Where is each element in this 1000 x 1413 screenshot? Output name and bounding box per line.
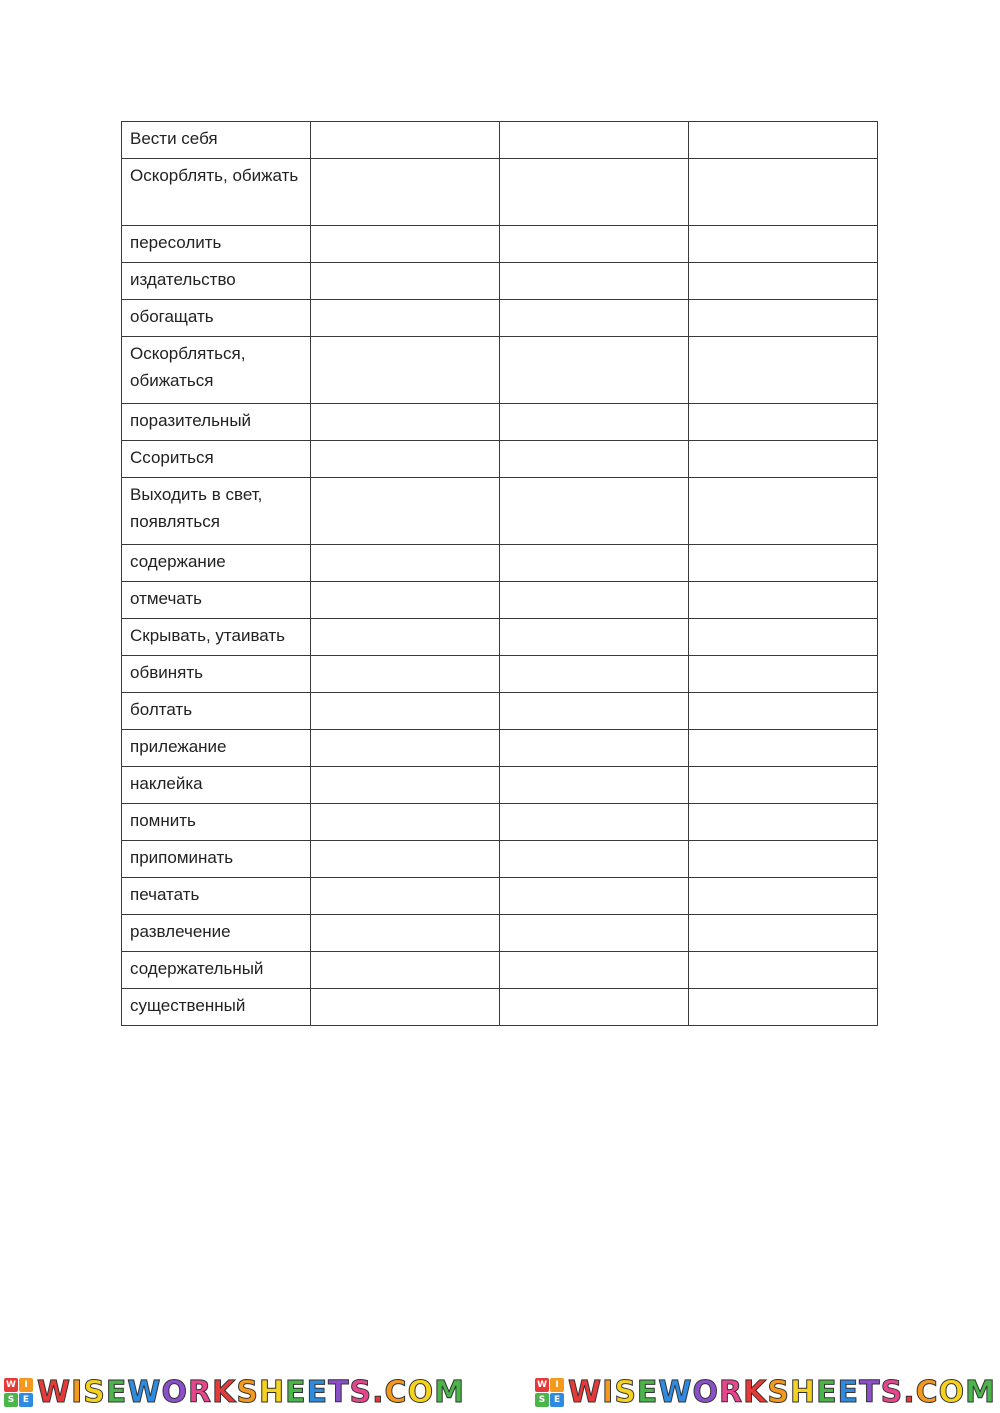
- answer-cell[interactable]: [689, 989, 878, 1026]
- wise-logo-icon: W I S E: [4, 1378, 33, 1407]
- table-row: [122, 441, 878, 478]
- word-cell: поразительный: [122, 404, 311, 441]
- word-cell: Оскорблять, обижать: [122, 159, 311, 226]
- table-row: [122, 767, 878, 804]
- answer-cell[interactable]: [500, 989, 689, 1026]
- word-cell: содержание: [122, 545, 311, 582]
- answer-cell[interactable]: [311, 952, 500, 989]
- answer-cell[interactable]: [689, 159, 878, 226]
- answer-cell[interactable]: [500, 693, 689, 730]
- answer-cell[interactable]: [500, 915, 689, 952]
- answer-cell[interactable]: [500, 619, 689, 656]
- answer-cell[interactable]: [689, 478, 878, 545]
- table-row: [122, 478, 878, 545]
- word-cell: развлечение: [122, 915, 311, 952]
- answer-cell[interactable]: [689, 915, 878, 952]
- answer-cell[interactable]: [500, 300, 689, 337]
- table-row: [122, 545, 878, 582]
- answer-cell[interactable]: [311, 730, 500, 767]
- answer-cell[interactable]: [689, 582, 878, 619]
- answer-cell[interactable]: [500, 952, 689, 989]
- answer-cell[interactable]: [689, 441, 878, 478]
- answer-cell[interactable]: [311, 441, 500, 478]
- word-cell: Скрывать, утаивать: [122, 619, 311, 656]
- answer-cell[interactable]: [689, 122, 878, 159]
- answer-cell[interactable]: [689, 656, 878, 693]
- answer-cell[interactable]: [500, 159, 689, 226]
- answer-cell[interactable]: [311, 478, 500, 545]
- table-row: [122, 952, 878, 989]
- answer-cell[interactable]: [689, 300, 878, 337]
- word-cell: Вести себя: [122, 122, 311, 159]
- table-row: [122, 878, 878, 915]
- word-cell: помнить: [122, 804, 311, 841]
- answer-cell[interactable]: [500, 656, 689, 693]
- answer-cell[interactable]: [311, 619, 500, 656]
- answer-cell[interactable]: [689, 878, 878, 915]
- answer-cell[interactable]: [311, 545, 500, 582]
- answer-cell[interactable]: [311, 300, 500, 337]
- table-row: [122, 656, 878, 693]
- word-cell: Ссориться: [122, 441, 311, 478]
- answer-cell[interactable]: [311, 989, 500, 1026]
- brand-text: WISEWORKSHEETS.COM: [37, 1374, 465, 1410]
- answer-cell[interactable]: [311, 226, 500, 263]
- answer-cell[interactable]: [500, 730, 689, 767]
- word-cell: издательство: [122, 263, 311, 300]
- answer-cell[interactable]: [311, 656, 500, 693]
- table-row: [122, 300, 878, 337]
- answer-cell[interactable]: [689, 693, 878, 730]
- table-row: [122, 582, 878, 619]
- watermark-footer: [0, 1372, 1000, 1413]
- answer-cell[interactable]: [689, 619, 878, 656]
- brand-watermark[interactable]: [535, 1375, 996, 1411]
- answer-cell[interactable]: [689, 767, 878, 804]
- table-row: [122, 841, 878, 878]
- answer-cell[interactable]: [500, 841, 689, 878]
- answer-cell[interactable]: [311, 159, 500, 226]
- word-cell: отмечать: [122, 582, 311, 619]
- word-cell: Выходить в свет, появляться: [122, 478, 311, 545]
- answer-cell[interactable]: [500, 582, 689, 619]
- table-row: [122, 989, 878, 1026]
- word-cell: существенный: [122, 989, 311, 1026]
- answer-cell[interactable]: [500, 122, 689, 159]
- answer-cell[interactable]: [311, 841, 500, 878]
- table-row: [122, 226, 878, 263]
- word-cell: печатать: [122, 878, 311, 915]
- answer-cell[interactable]: [311, 767, 500, 804]
- answer-cell[interactable]: [689, 545, 878, 582]
- answer-cell[interactable]: [311, 804, 500, 841]
- answer-cell[interactable]: [500, 878, 689, 915]
- word-cell: наклейка: [122, 767, 311, 804]
- answer-cell[interactable]: [500, 545, 689, 582]
- answer-cell[interactable]: [311, 915, 500, 952]
- answer-cell[interactable]: [500, 226, 689, 263]
- table-row: [122, 619, 878, 656]
- answer-cell[interactable]: [689, 952, 878, 989]
- answer-cell[interactable]: [311, 122, 500, 159]
- word-cell: болтать: [122, 693, 311, 730]
- vocabulary-table-body: [122, 122, 878, 1026]
- answer-cell[interactable]: [500, 404, 689, 441]
- word-cell: содержательный: [122, 952, 311, 989]
- answer-cell[interactable]: [311, 337, 500, 404]
- word-cell: пересолить: [122, 226, 311, 263]
- answer-cell[interactable]: [500, 478, 689, 545]
- answer-cell[interactable]: [311, 404, 500, 441]
- word-cell: припоминать: [122, 841, 311, 878]
- table-row: [122, 915, 878, 952]
- answer-cell[interactable]: [689, 730, 878, 767]
- table-row: [122, 159, 878, 226]
- answer-cell[interactable]: [500, 804, 689, 841]
- answer-cell[interactable]: [689, 337, 878, 404]
- answer-cell[interactable]: [689, 263, 878, 300]
- answer-cell[interactable]: [689, 804, 878, 841]
- answer-cell[interactable]: [311, 263, 500, 300]
- answer-cell[interactable]: [500, 263, 689, 300]
- answer-cell[interactable]: [500, 441, 689, 478]
- table-row: [122, 337, 878, 404]
- table-row: [122, 804, 878, 841]
- wise-logo-icon: W I S E: [535, 1378, 564, 1407]
- brand-text: WISEWORKSHEETS.COM: [568, 1374, 996, 1410]
- table-row: [122, 122, 878, 159]
- answer-cell[interactable]: [311, 693, 500, 730]
- word-cell: Оскорбляться, обижаться: [122, 337, 311, 404]
- answer-cell[interactable]: [689, 404, 878, 441]
- answer-cell[interactable]: [311, 878, 500, 915]
- table-row: [122, 263, 878, 300]
- word-cell: обогащать: [122, 300, 311, 337]
- answer-cell[interactable]: [689, 841, 878, 878]
- word-cell: прилежание: [122, 730, 311, 767]
- table-row: [122, 730, 878, 767]
- brand-watermark[interactable]: [4, 1375, 465, 1411]
- answer-cell[interactable]: [500, 337, 689, 404]
- answer-cell[interactable]: [500, 767, 689, 804]
- table-row: [122, 693, 878, 730]
- answer-cell[interactable]: [311, 582, 500, 619]
- word-cell: обвинять: [122, 656, 311, 693]
- table-row: [122, 404, 878, 441]
- answer-cell[interactable]: [689, 226, 878, 263]
- vocabulary-table: [121, 121, 878, 1026]
